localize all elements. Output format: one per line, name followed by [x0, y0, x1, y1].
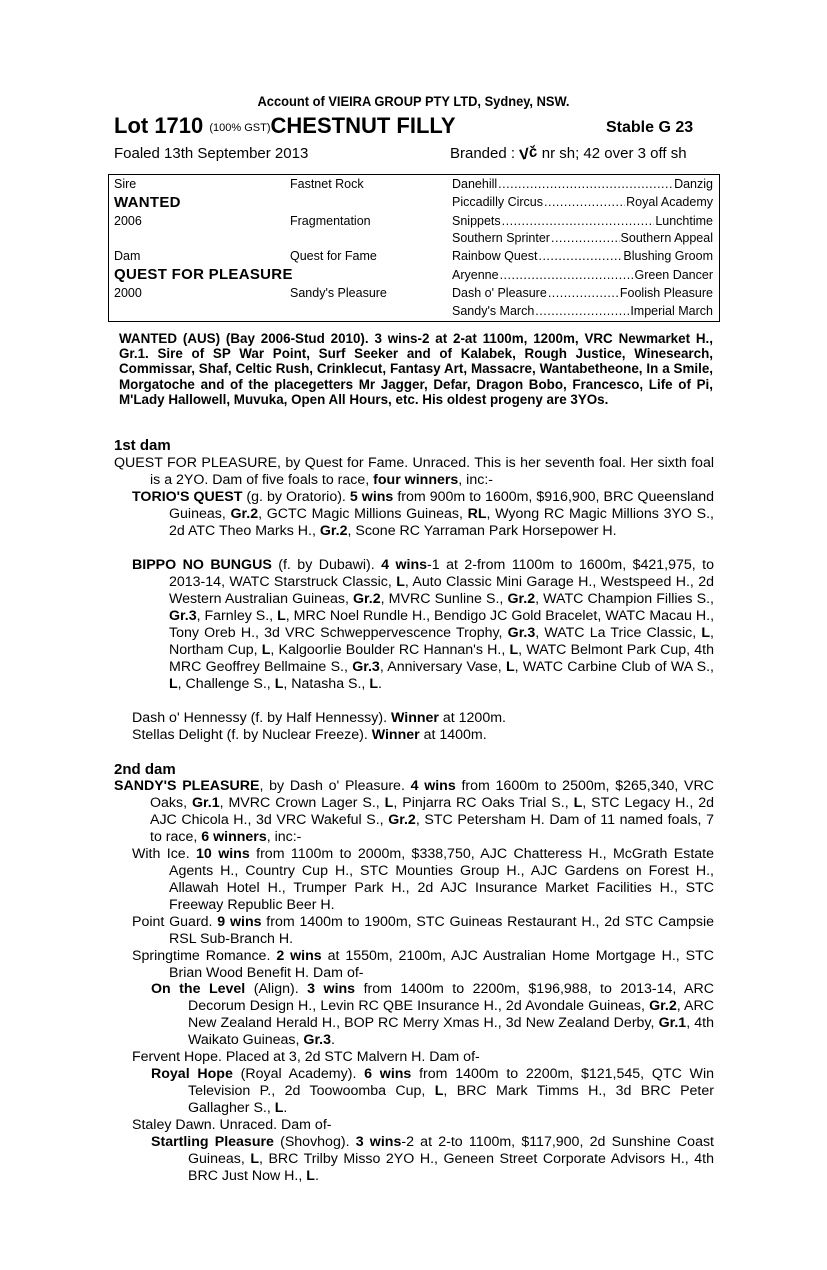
progeny-entry: With Ice. 10 wins from 1100m to 2000m, $338,750, AJC Chatteress H., McGrath Estate Agents H., Country Cup H., STC Mounties Group H., AJC Gardens on Forest H., Allawah Hotel H., Trumper Park H., 2d AJC Insurance Market Facilities H., STC Freeway Republic Beer H.: [132, 846, 714, 913]
lot-number: Lot 1710: [114, 113, 204, 138]
progeny-entry: Startling Pleasure (Shovhog). 3 wins-2 at 2-to 1100m, $117,900, 2d Sunshine Coast Guineas, L, BRC Trilby Misso 2YO H., Geneen Street Corporate Advisors H., 4th BRC Just Now H., L.: [151, 1134, 714, 1184]
ancestor-row: [452, 231, 713, 245]
progeny-entry: Fervent Hope. Placed at 3, 2d STC Malvern H. Dam of-: [132, 1049, 480, 1065]
ancestor-right: Foolish Pleasure: [619, 286, 713, 300]
ancestor-right: Blushing Groom: [623, 249, 713, 263]
ancestor-right: Royal Academy: [626, 195, 713, 209]
foaled-date: Foaled 13th September 2013: [114, 145, 309, 162]
sire-description: WANTED (AUS) (Bay 2006-Stud 2010). 3 wins-2 at 2-at 1100m, 1200m, VRC Newmarket H., Gr.1. Sire of SP War Point, Surf Seeker and of Kalabek, Rough Justice, Winesearch, Commissar, Shaf, Celtic Rush, Crinklecut, Fantasy Art, Massacre, Wantabetheone, In a Smile, Morgatoche and of the placegetters Mr Jagger, Defar, Dragon Bobo, Francesco, Life of Pi, M'Lady Hallowell, Muvuka, Open All Hours, etc. His oldest progeny are 3YOs.: [119, 331, 713, 407]
stable-number: Stable G 23: [606, 119, 694, 136]
ancestor-left: Danehill: [452, 177, 498, 191]
sire-year: 2006: [114, 214, 142, 228]
account-line: Account of VIEIRA GROUP PTY LTD, Sydney, NSW.: [257, 93, 570, 109]
brand-info: [450, 142, 687, 165]
ancestor-row: [452, 177, 713, 191]
ancestor-left: Dash o' Pleasure: [452, 286, 547, 300]
progeny-entry: Staley Dawn. Unraced. Dam of-: [132, 1117, 332, 1133]
progeny-entry: Springtime Romance. 2 wins at 1550m, 2100m, AJC Australian Home Mortgage H., STC Brian Wood Benefit H. Dam of-: [132, 948, 714, 981]
ancestor-row: [452, 249, 713, 263]
branded-label: Branded :: [450, 145, 516, 162]
ancestor-left: Sandy's March: [452, 304, 535, 318]
dam-dam: Sandy's Pleasure: [290, 286, 387, 300]
progeny-entry: Stellas Delight (f. by Nuclear Freeze). Winner at 1400m.: [132, 727, 487, 743]
ancestor-right: Southern Appeal: [620, 231, 713, 245]
sire-name: WANTED: [114, 194, 181, 211]
ancestor-right: Imperial March: [630, 304, 713, 318]
progeny-entry: Dash o' Hennessy (f. by Half Hennessy). Winner at 1200m.: [132, 710, 506, 726]
ancestor-row: [452, 214, 713, 228]
dam-label: Dam: [114, 249, 141, 263]
ancestor-left: Aryenne: [452, 268, 499, 282]
progeny-entry: On the Level (Align). 3 wins from 1400m to 2200m, $196,988, to 2013-14, ARC Decorum Design H., Levin RC QBE Insurance H., 2d Avondale Guineas, Gr.2, ARC New Zealand Herald H., BOP RC Merry Xmas H., 3d New Zealand Derby, Gr.1, 4th Waikato Guineas, Gr.3.: [151, 981, 715, 1048]
ancestor-row: [452, 268, 713, 282]
sire-label: Sire: [114, 177, 137, 191]
gst-note: (100% GST): [209, 122, 271, 134]
sire-dam: Fragmentation: [290, 214, 371, 228]
dam-sire: Quest for Fame: [290, 249, 377, 263]
ancestor-left: Piccadilly Circus: [452, 195, 543, 209]
ancestor-row: [452, 195, 713, 209]
ancestor-right: Lunchtime: [655, 214, 713, 228]
brand-mark-icon: Vč: [517, 142, 540, 165]
second-dam-intro: SANDY'S PLEASURE, by Dash o' Pleasure. 4 wins from 1600m to 2500m, $265,340, VRC Oaks, Gr.1, MVRC Crown Lager S., L, Pinjarra RC Oaks Trial S., L, STC Legacy H., 2d AJC Chicola H., 3d VRC Wakeful S., Gr.2, STC Petersham H. Dam of 11 named foals, 7 to race, 6 winners, inc:-: [114, 778, 714, 845]
second-dam-title: 2nd dam: [114, 761, 176, 778]
progeny-entry: Point Guard. 9 wins from 1400m to 1900m, STC Guineas Restaurant H., 2d STC Campsie RSL Sub-Branch H.: [132, 914, 714, 947]
dam-name: QUEST FOR PLEASURE: [114, 266, 293, 283]
ancestor-right: Danzig: [674, 177, 713, 191]
ancestor-left: Southern Sprinter: [452, 231, 550, 245]
first-dam-intro: QUEST FOR PLEASURE, by Quest for Fame. Unraced. This is her seventh foal. Her sixth foal is a 2YO. Dam of five foals to race, four winners, inc:-: [114, 455, 714, 488]
first-dam-title: 1st dam: [114, 437, 171, 454]
brand-detail: nr sh; 42 over 3 off sh: [541, 145, 687, 162]
sire-sire: Fastnet Rock: [290, 177, 364, 191]
ancestor-left: Snippets: [452, 214, 501, 228]
ancestor-right: Green Dancer: [634, 268, 713, 282]
progeny-entry: BIPPO NO BUNGUS (f. by Dubawi). 4 wins-1 at 2-from 1100m to 1600m, $421,975, to 2013-14, WATC Starstruck Classic, L, Auto Classic Mini Garage H., Westspeed H., 2d Western Australian Guineas, Gr.2, MVRC Sunline S., Gr.2, WATC Champion Fillies S., Gr.3, Farnley S., L, MRC Noel Rundle H., Bendigo JC Gold Bracelet, WATC Macau H., Tony Oreb H., 3d VRC Schweppervescence Trophy, Gr.3, WATC La Trice Classic, L, Northam Cup, L, Kalgoorlie Boulder RC Hannan's H., L, WATC Belmont Park Cup, 4th MRC Geoffrey Bellmaine S., Gr.3, Anniversary Vase, L, WATC Carbine Club of WA S., L, Challenge S., L, Natasha S., L.: [132, 557, 715, 692]
dam-year: 2000: [114, 286, 142, 300]
ancestor-row: [452, 286, 713, 300]
ancestor-row: [452, 304, 713, 318]
horse-description: CHESTNUT FILLY: [270, 113, 456, 138]
progeny-entry: Royal Hope (Royal Academy). 6 wins from 1400m to 2200m, $121,545, QTC Win Television P., 2d Toowoomba Cup, L, BRC Mark Timms H., 3d BRC Peter Gallagher S., L.: [151, 1066, 714, 1116]
lot-title: [114, 113, 456, 139]
progeny-entry: TORIO'S QUEST (g. by Oratorio). 5 wins from 900m to 1600m, $916,900, BRC Queensland Guineas, Gr.2, GCTC Magic Millions Guineas, RL, Wyong RC Magic Millions 3YO S., 2d ATC Theo Marks H., Gr.2, Scone RC Yarraman Park Horsepower H.: [132, 489, 715, 539]
ancestor-left: Rainbow Quest: [452, 249, 538, 263]
